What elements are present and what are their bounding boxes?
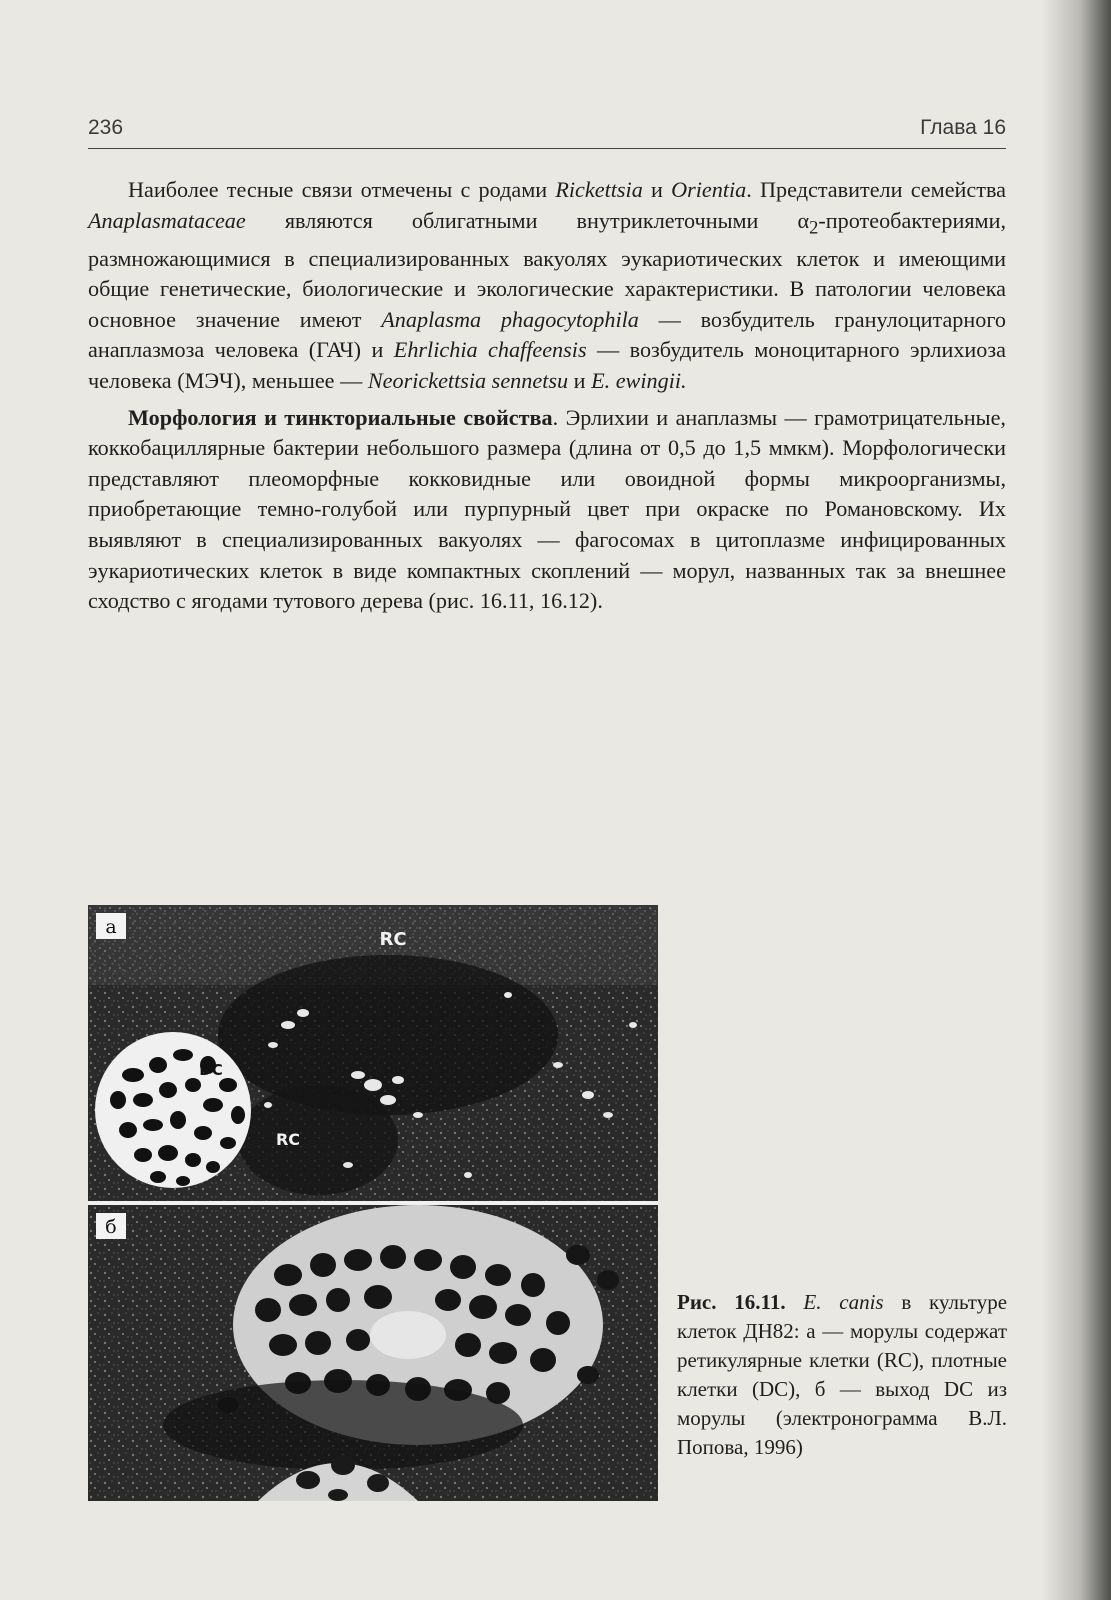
chapter-title: Глава 16 (920, 116, 1006, 139)
text-run: являются облигатными внутриклеточными α (245, 207, 810, 233)
text-run: — возбудитель моноцитарного эрлихиоза человека (МЭЧ), меньшее — (88, 337, 1007, 393)
paragraph-1 (88, 175, 1006, 397)
label-dc: DC (199, 1061, 223, 1079)
figure-number: Рис. 16.11. (677, 1290, 786, 1314)
paragraph-text: . Эрлихии и анаплазмы — грамотрицательные, коккобациллярные бактерии небольшого размера (длина от 0,5 до 1,5 ммкм). Морфологически представляют плеоморфные кокковидные или овоидной формы микроорганизмы, приобретающие темно-голубой или пурпурный цвет при окраске по Романовскому. Их выявляют в специализированных вакуолях — фагосомах в цитоплазме инфицированных эукариотических клеток в виде компактных скоплений — морул, названных так за внешнее сходство с ягодами тутового дерева (рис. 16.11, 16.12). (88, 404, 1006, 614)
panel-divider (88, 1201, 658, 1205)
text-run: -протеобактериями, размножающимися в специализированных вакуолях эукариотических клеток и имеющими общие генетические, биологические и экологические характеристики. В патологии человека основное значение имеют (88, 207, 1006, 332)
text-run: — возбудитель гранулоцитарного анаплазмоза человека (ГАЧ) и (88, 306, 1007, 363)
species-ewingii: E. ewingii. (591, 368, 687, 393)
caption-text: в культуре клеток ДН82: а — морулы содержат ретикулярные клетки (RC), плотные клетки (DC), б — выход DC из морулы (электронограмма В.Л. Попова, 1996) (677, 1290, 1008, 1459)
species-anaplasma: Anaplasma phagocytophila (381, 306, 639, 332)
page-number: 236 (88, 116, 124, 139)
electron-micrograph-figure (88, 905, 658, 1501)
panel-a (88, 905, 658, 1201)
text-run: Наиболее тесные связи отмечены с родами (128, 177, 556, 202)
genus-orientia: Orientia (671, 177, 747, 202)
species-ehrlichia: Ehrlichia chaffeensis (393, 337, 587, 363)
alpha-subscript: 2 (809, 218, 819, 239)
section-heading: Морфология и тинкториальные свойства (128, 404, 553, 430)
panel-a-label: а (105, 916, 117, 938)
paragraph-2 (88, 403, 1006, 617)
panel-b (88, 1205, 658, 1501)
caption-species: E. canis (803, 1290, 884, 1314)
scan-edge-shadow (1041, 0, 1111, 1600)
micrograph-image (88, 905, 658, 1501)
panel-b-label: б (105, 1216, 117, 1238)
label-rc-top: RC (379, 929, 407, 950)
family-anaplasmataceae: Anaplasmataceae (88, 207, 246, 233)
body-text (88, 175, 1006, 623)
label-rc-mid: RC (275, 1130, 301, 1149)
text-run: и (568, 368, 592, 393)
text-run: и (642, 177, 672, 202)
figure-caption (677, 1288, 1007, 1462)
genus-rickettsia: Rickettsia (555, 177, 643, 202)
running-header (88, 112, 1006, 149)
text-run: . Представители семейства (746, 177, 1006, 202)
species-neorickettsia: Neorickettsia sennetsu (367, 368, 569, 393)
